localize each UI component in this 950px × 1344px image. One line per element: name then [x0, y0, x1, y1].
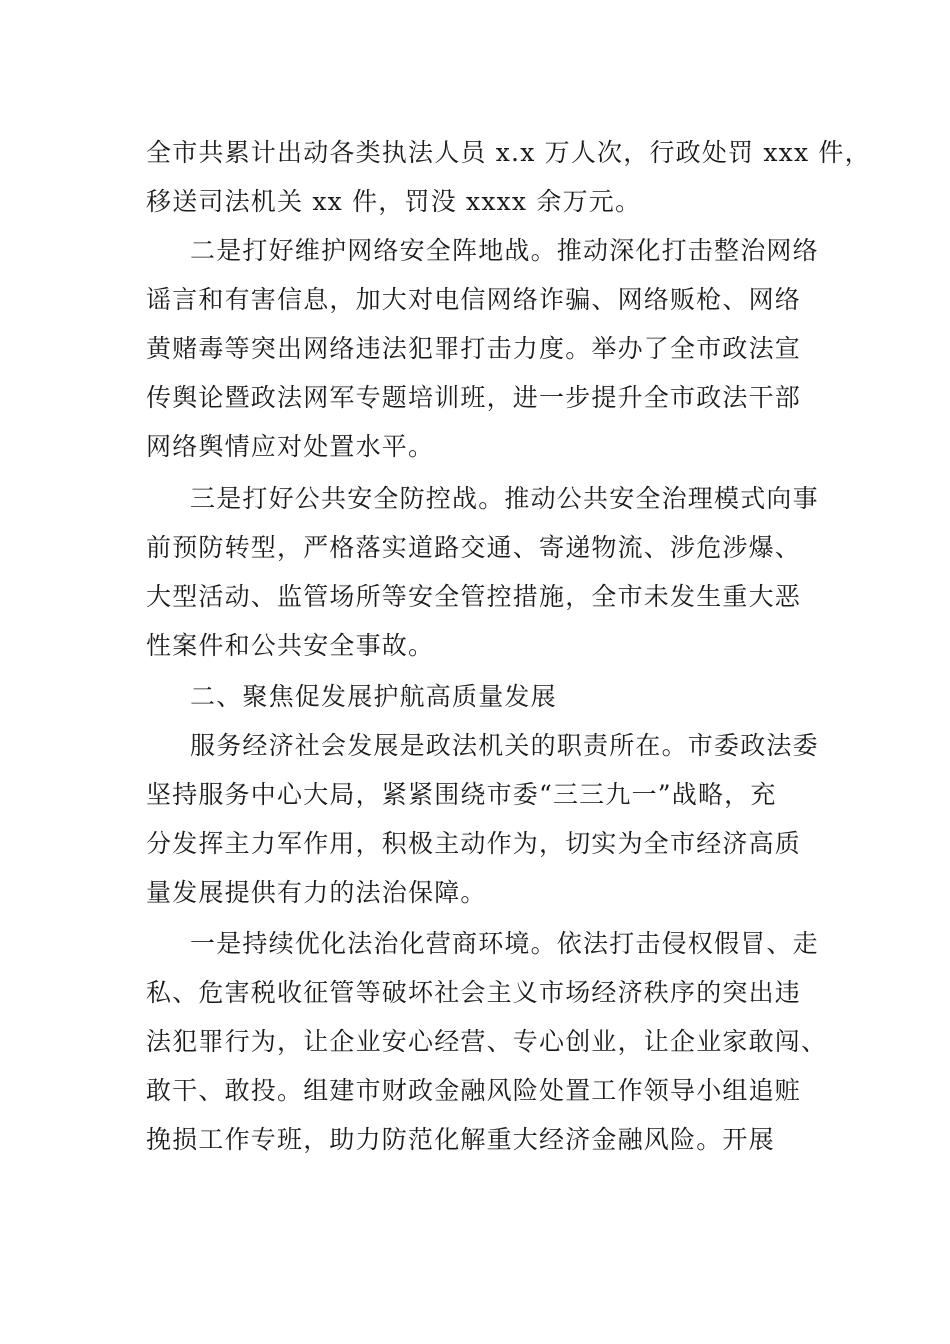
text-line: 移送司法机关 xx 件，罚没 xxxx 余万元。	[146, 187, 642, 216]
paragraph-start-line: 二是打好维护网络安全阵地战。推动深化打击整治网络	[190, 236, 819, 265]
paragraph-start-line: 一是持续优化法治化营商环境。依法打击侵权假冒、走	[190, 929, 819, 958]
text-line: 性案件和公共安全事故。	[146, 631, 435, 660]
paragraph-start-line: 三是打好公共安全防控战。推动公共安全治理模式向事	[190, 484, 819, 513]
text-line: 全市共累计出动各类执法人员 x.x 万人次，行政处罚 xxx 件，	[146, 138, 871, 167]
text-line: 法犯罪行为，让企业安心经营、专心创业，让企业家敢闯、	[146, 1027, 828, 1056]
paragraph-start-line: 服务经济社会发展是政法机关的职责所在。市委政法委	[190, 731, 819, 760]
text-line: 敢干、敢投。组建市财政金融风险处置工作领导小组追赃	[146, 1076, 802, 1105]
text-line: 谣言和有害信息，加大对电信网络诈骗、网络贩枪、网络	[146, 285, 802, 314]
text-line: 量发展提供有力的法治保障。	[146, 878, 487, 907]
text-line: 挽损工作专班，助力防范化解重大经济金融风险。开展	[146, 1125, 775, 1154]
text-line: 黄赌毒等突出网络违法犯罪打击力度。举办了全市政法宣	[146, 334, 802, 363]
text-line: 坚持服务中心大局，紧紧围绕市委“三三九一”战略，充	[146, 780, 777, 809]
text-line: 传舆论暨政法网军专题培训班，进一步提升全市政法干部	[146, 383, 802, 412]
text-line: 大型活动、监管场所等安全管控措施，全市未发生重大恶	[146, 582, 802, 611]
text-line: 网络舆情应对处置水平。	[146, 432, 435, 461]
text-line: 分发挥主力军作用，积极主动作为，切实为全市经济高质	[146, 829, 802, 858]
section-heading: 二、聚焦促发展护航高质量发展	[190, 682, 557, 711]
text-line: 私、危害税收征管等破坏社会主义市场经济秩序的突出违	[146, 978, 802, 1007]
text-line: 前预防转型，严格落实道路交通、寄递物流、涉危涉爆、	[146, 533, 802, 562]
